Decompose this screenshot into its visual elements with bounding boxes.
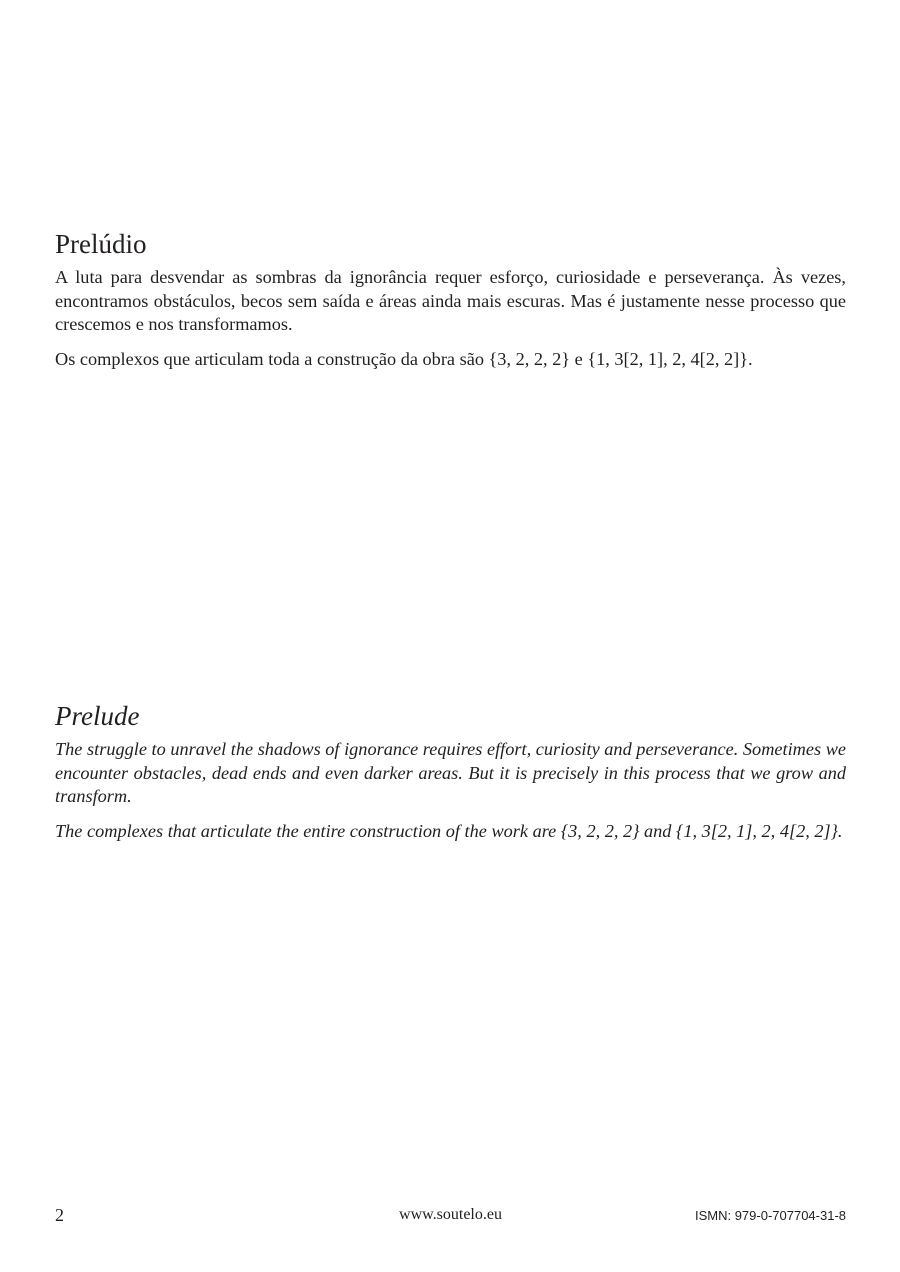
- english-paragraph-2: The complexes that articulate the entire construction of the work are {3, 2, 2, 2} and {1, 3[2, 1], 2, 4[2, 2]}.: [55, 820, 843, 841]
- page-footer: [55, 1204, 846, 1226]
- website-link[interactable]: www.soutelo.eu: [399, 1206, 502, 1223]
- ismn-code: ISMN: 979-0-707704-31-8: [694, 1208, 846, 1223]
- portuguese-paragraph-1: A luta para desvendar as sombras da ignorância requer esforço, curiosidade e perseverança. Às vezes, encontramos obstáculos, becos sem saída e áreas ainda mais escuras. Mas é justamente nesse processo que crescemos e nos transformamos.: [55, 267, 846, 334]
- english-section: [55, 700, 846, 854]
- page-number: 2: [55, 1205, 64, 1225]
- portuguese-heading: Prelúdio: [55, 229, 147, 259]
- portuguese-paragraph-2: Os complexos que articulam toda a construção da obra são {3, 2, 2, 2} e {1, 3[2, 1], 2, 4[2, 2]}.: [55, 348, 753, 369]
- english-paragraph-1: The struggle to unravel the shadows of ignorance requires effort, curiosity and perseverance. Sometimes we encounter obstacles, dead ends and even darker areas. But it is precisely in this process that we grow and transform.: [55, 739, 846, 806]
- english-heading: Prelude: [55, 701, 140, 731]
- portuguese-section: [55, 228, 846, 382]
